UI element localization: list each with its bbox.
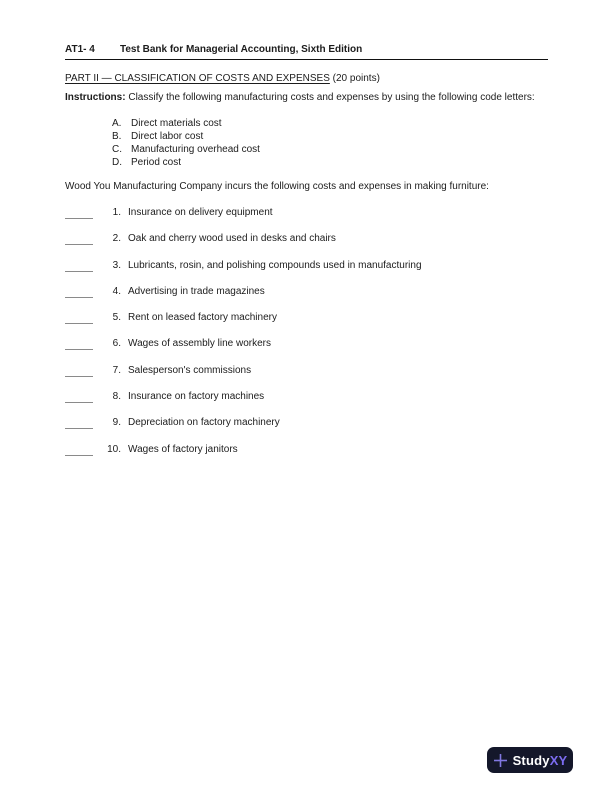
question-text: Insurance on delivery equipment bbox=[128, 207, 273, 218]
question-text: Advertising in trade magazines bbox=[128, 285, 265, 297]
page-header bbox=[65, 44, 548, 60]
section-title: PART II — CLASSIFICATION OF COSTS AND EXPENSES bbox=[65, 73, 330, 84]
brand-accent-text: XY bbox=[549, 752, 568, 768]
code-letter-text: Direct materials cost bbox=[131, 118, 222, 129]
question-text: Wages of assembly line workers bbox=[128, 338, 272, 350]
code-letter-row bbox=[112, 143, 548, 156]
instructions-text: Classify the following manufacturing costs and expenses by using the following code letters: bbox=[125, 92, 535, 103]
question-row bbox=[65, 443, 548, 456]
question-number: 6. bbox=[112, 338, 121, 350]
code-letter: B. bbox=[112, 131, 122, 142]
instructions-label: Instructions: bbox=[65, 92, 126, 103]
code-letter-text: Manufacturing overhead cost bbox=[131, 144, 260, 155]
section-points: (20 points) bbox=[329, 73, 380, 84]
question-list bbox=[65, 206, 548, 456]
question-row bbox=[65, 311, 548, 324]
question-number: 2. bbox=[112, 233, 121, 245]
studyxy-badge[interactable] bbox=[487, 747, 573, 773]
question-row bbox=[65, 416, 548, 429]
question-text: Wages of factory janitors bbox=[128, 443, 238, 455]
code-letter: C. bbox=[112, 144, 122, 155]
code-letter-row bbox=[112, 117, 548, 130]
code-letter: A. bbox=[112, 118, 122, 129]
question-text: Oak and cherry wood used in desks and chairs bbox=[128, 233, 336, 245]
header-course-code: AT1- 4 bbox=[65, 44, 95, 55]
code-letter-row bbox=[112, 130, 548, 143]
question-number: 10. bbox=[107, 443, 121, 455]
code-letter-list bbox=[112, 117, 548, 169]
question-row bbox=[65, 285, 548, 298]
answer-blank bbox=[65, 285, 93, 298]
question-row bbox=[65, 259, 548, 272]
question-number: 8. bbox=[112, 391, 121, 403]
header-title: Test Bank for Managerial Accounting, Sixth Edition bbox=[120, 44, 363, 55]
scenario-paragraph: Wood You Manufacturing Company incurs the following costs and expenses in making furniture: bbox=[65, 181, 489, 192]
question-text: Insurance on factory machines bbox=[128, 391, 265, 403]
question-text: Lubricants, rosin, and polishing compounds used in manufacturing bbox=[128, 259, 422, 271]
code-letter-row bbox=[112, 156, 548, 169]
code-letter: D. bbox=[112, 157, 122, 168]
question-number: 7. bbox=[112, 364, 121, 376]
question-number: 1. bbox=[112, 207, 121, 218]
answer-blank bbox=[65, 416, 93, 429]
question-row bbox=[65, 206, 548, 219]
studyxy-wordmark bbox=[513, 754, 568, 767]
answer-blank bbox=[65, 390, 93, 403]
question-number: 4. bbox=[112, 285, 121, 297]
instructions-paragraph bbox=[65, 91, 537, 104]
answer-blank bbox=[65, 232, 93, 245]
question-row bbox=[65, 337, 548, 350]
question-row bbox=[65, 390, 548, 403]
answer-blank bbox=[65, 259, 93, 272]
section-heading bbox=[65, 73, 548, 85]
answer-blank bbox=[65, 311, 93, 324]
question-number: 9. bbox=[112, 417, 121, 429]
question-row bbox=[65, 364, 548, 377]
brand-primary-text: Study bbox=[512, 752, 550, 768]
question-number: 5. bbox=[112, 312, 121, 324]
question-number: 3. bbox=[112, 259, 121, 271]
answer-blank bbox=[65, 206, 93, 219]
question-row bbox=[65, 232, 548, 245]
plus-icon bbox=[493, 753, 508, 768]
answer-blank bbox=[65, 443, 93, 456]
code-letter-text: Direct labor cost bbox=[131, 131, 204, 142]
answer-blank bbox=[65, 364, 93, 377]
question-text: Salesperson's commissions bbox=[128, 364, 252, 376]
code-letter-text: Period cost bbox=[131, 157, 182, 168]
question-text: Rent on leased factory machinery bbox=[128, 312, 277, 324]
answer-blank bbox=[65, 337, 93, 350]
question-text: Depreciation on factory machinery bbox=[128, 417, 280, 429]
